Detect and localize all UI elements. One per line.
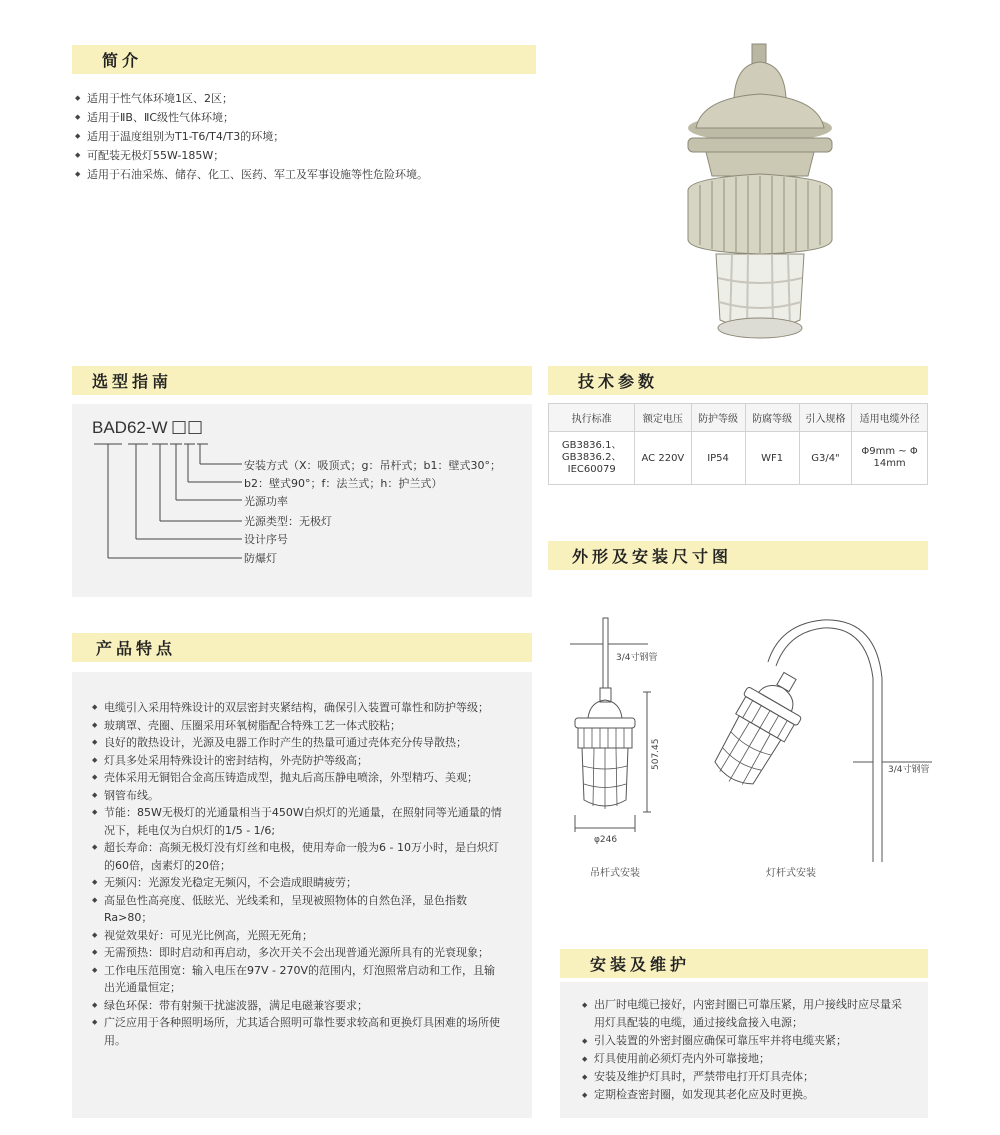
selection-leader-lines xyxy=(72,404,532,597)
dimensions-header-bar xyxy=(548,541,928,570)
model-code: BAD62-W xyxy=(92,418,168,437)
list-item: ◆ 广泛应用于各种照明场所，尤其适合照明可靠性要求较高和更换灯具困难的场所使用。 xyxy=(92,1014,502,1049)
table-header-cell: 防护等级 xyxy=(691,404,745,432)
caption-pendant: 吊杆式安装 xyxy=(590,868,640,879)
list-item: ◆ 高显色性高亮度、低眩光、光线柔和，呈现被照物体的自然色泽，显色指数Ra>80； xyxy=(92,892,502,927)
list-item: ◆ 节能：85W无极灯的光通量相当于450W白炽灯的光通量，在照射同等光通量的情况下，耗电仅为白炽灯的1/5 - 1/6; xyxy=(92,804,502,839)
list-item: ◆ 安装及维护灯具时，严禁带电打开灯具壳体； xyxy=(582,1068,912,1086)
selection-line: 光源类型：无极灯 xyxy=(244,515,332,528)
product-lamp-image xyxy=(680,40,840,345)
features-list xyxy=(92,699,502,1049)
table-cell: AC 220V xyxy=(635,432,691,485)
list-item: ◆ 超长寿命：高频无极灯没有灯丝和电极，使用寿命一般为6 - 10万小时，是白炽灯的60倍，卤素灯的20倍； xyxy=(92,839,502,874)
list-item: ◆ 适用于性气体环境1区、2区； xyxy=(75,89,515,108)
specs-title: 技术参数 xyxy=(578,372,659,391)
pipe-label-pendant: 3/4寸钢管 xyxy=(616,653,658,663)
pipe-label-pole: 3/4寸钢管 xyxy=(888,765,930,775)
dimension-drawing xyxy=(548,600,938,890)
table-header-cell: 防腐等级 xyxy=(745,404,799,432)
specs-table xyxy=(548,403,928,485)
list-item: ◆ 玻璃罩、壳圈、压圈采用环氧树脂配合特殊工艺一体式胶粘； xyxy=(92,717,502,735)
list-item: ◆ 视觉效果好：可见光比例高，光照无死角； xyxy=(92,927,502,945)
list-item: ◆ 电缆引入采用特殊设计的双层密封夹紧结构，确保引入装置可靠性和防护等级； xyxy=(92,699,502,717)
selection-line: 光源功率 xyxy=(244,495,288,508)
maintenance-list xyxy=(582,996,912,1104)
maintenance-header-bar xyxy=(560,949,928,978)
intro-header-bar xyxy=(72,45,536,74)
table-cell: GB3836.1、GB3836.2、IEC60079 xyxy=(549,432,635,485)
selection-header-bar xyxy=(72,366,532,395)
list-item: ◆ 定期检查密封圈，如发现其老化应及时更换。 xyxy=(582,1086,912,1104)
maintenance-panel xyxy=(560,982,928,1118)
list-item: ◆ 灯具多处采用特殊设计的密封结构，外壳防护等级高； xyxy=(92,752,502,770)
list-item: ◆ 无需预热：即时启动和再启动，多次开关不会出现普通光源所具有的光衰现象； xyxy=(92,944,502,962)
table-cell: WF1 xyxy=(745,432,799,485)
list-item: ◆ 出厂时电缆已接好，内密封圈已可靠压紧，用户接线时应尽量采用灯具配装的电缆，通过接线盒接入电源； xyxy=(582,996,912,1032)
table-row xyxy=(549,432,928,485)
list-item: ◆ 引入装置的外密封圈应确保可靠压牢并将电缆夹紧； xyxy=(582,1032,912,1050)
selection-line: 设计序号 xyxy=(244,533,288,546)
table-cell: Φ9mm ~ Φ 14mm xyxy=(852,432,928,485)
model-option-boxes: □□ xyxy=(171,417,204,437)
features-title: 产品特点 xyxy=(96,639,177,658)
intro-list xyxy=(75,89,515,184)
list-item: ◆ 可配装无极灯55W-185W； xyxy=(75,146,515,165)
table-header-cell: 引入规格 xyxy=(799,404,851,432)
selection-line: b2：壁式90°；f：法兰式；h：护兰式） xyxy=(244,477,443,490)
table-cell: IP54 xyxy=(691,432,745,485)
dimensions-title: 外形及安装尺寸图 xyxy=(572,547,733,566)
list-item: ◆ 工作电压范围宽：输入电压在97V - 270V的范围内，灯泡照常启动和工作，且输出光通量恒定； xyxy=(92,962,502,997)
selection-line: 安装方式（X：吸顶式；g：吊杆式；b1：壁式30°； xyxy=(244,459,501,472)
selection-panel xyxy=(72,404,532,597)
list-item: ◆ 钢管布线。 xyxy=(92,787,502,805)
specs-header-bar xyxy=(548,366,928,395)
list-item: ◆ 绿色环保：带有射频干扰滤波器，满足电磁兼容要求； xyxy=(92,997,502,1015)
list-item: ◆ 无频闪：光源发光稳定无频闪，不会造成眼睛疲劳； xyxy=(92,874,502,892)
selection-line: 防爆灯 xyxy=(244,552,277,565)
table-cell: G3/4" xyxy=(799,432,851,485)
caption-pole: 灯杆式安装 xyxy=(766,868,816,879)
table-header-cell: 适用电缆外径 xyxy=(852,404,928,432)
list-item: ◆ 适用于石油采炼、储存、化工、医药、军工及军事设施等性危险环境。 xyxy=(75,165,515,184)
list-item: ◆ 良好的散热设计，光源及电器工作时产生的热量可通过壳体充分传导散热； xyxy=(92,734,502,752)
list-item: ◆ 壳体采用无铜铝合金高压铸造成型，抛丸后高压静电喷涂，外型精巧、美观； xyxy=(92,769,502,787)
list-item: ◆ 适用于温度组别为T1-T6/T4/T3的环境； xyxy=(75,127,515,146)
width-dimension-label: φ246 xyxy=(594,835,618,845)
list-item: ◆ 灯具使用前必须灯壳内外可靠接地； xyxy=(582,1050,912,1068)
features-header-bar xyxy=(72,633,532,662)
table-header-cell: 额定电压 xyxy=(635,404,691,432)
height-dimension-label: 507.45 xyxy=(651,738,661,770)
table-header-cell: 执行标准 xyxy=(549,404,635,432)
list-item: ◆ 适用于ⅡB、ⅡC级性气体环境； xyxy=(75,108,515,127)
table-header-row xyxy=(549,404,928,432)
maintenance-title: 安装及维护 xyxy=(590,955,691,974)
selection-title: 选型指南 xyxy=(92,372,173,391)
features-panel xyxy=(72,672,532,1118)
intro-title: 简介 xyxy=(102,51,143,70)
